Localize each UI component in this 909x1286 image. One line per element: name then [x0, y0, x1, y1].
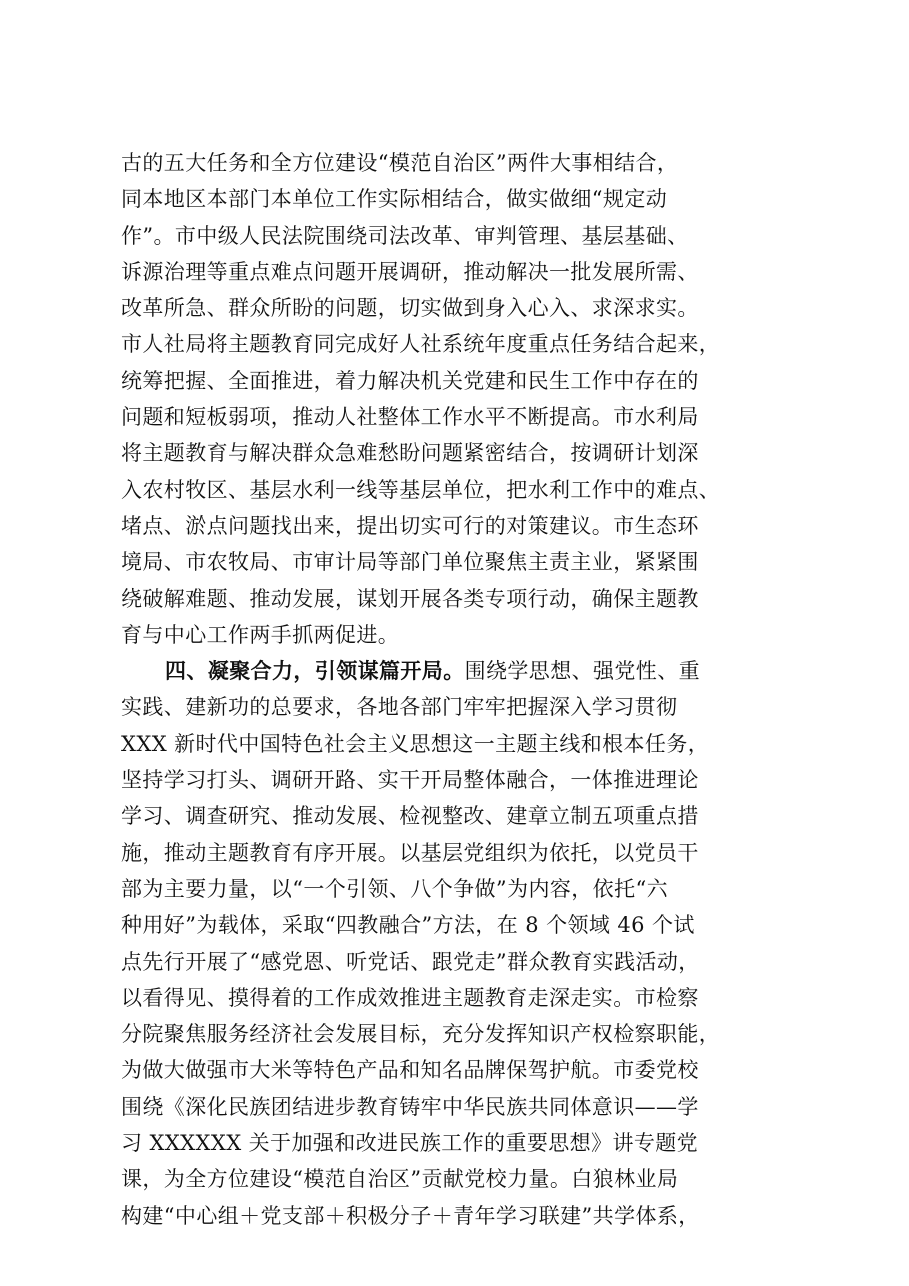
section-line: 坚持学习打头、调研开路、实干开局整体融合，一体推进理论 — [121, 768, 699, 793]
section-line: 实践、建新功的总要求，各地各部门牢牢把握深入学习贯彻 — [121, 695, 678, 720]
paragraph-line: 改革所急、群众所盼的问题，切实做到身入心入、求深求实。 — [121, 296, 699, 321]
paragraph-line: 作”。市中级人民法院围绕司法改革、审判管理、基层基础、 — [121, 223, 689, 248]
section-line: 习 XXXXXX 关于加强和改进民族工作的重要思想》讲专题党 — [121, 1131, 699, 1156]
section-heading: 四、凝聚合力，引领谋篇开局。 — [165, 658, 465, 684]
section-line: 点先行开展了“感党恩、听党话、跟党走”群众教育实践活动， — [121, 949, 700, 974]
paragraph-line: 育与中心工作两手抓两促进。 — [121, 622, 400, 647]
body-text — [121, 145, 811, 1234]
section-line: 施，推动主题教育有序开展。以基层党组织为依托，以党员干 — [121, 840, 699, 865]
section-line: 种用好”为载体，采取“四教融合”方法，在 8 个领域 46 个试 — [121, 913, 695, 938]
paragraph-line: 问题和短板弱项，推动人社整体工作水平不断提高。市水利局 — [121, 405, 699, 430]
paragraph-line: 古的五大任务和全方位建设“模范自治区”两件大事相结合， — [121, 151, 679, 175]
paragraph-line: 境局、市农牧局、市审计局等部门单位聚焦主责主业，紧紧围 — [121, 550, 699, 575]
paragraph-line: 堵点、淤点问题找出来，提出切实可行的对策建议。市生态环 — [121, 513, 699, 538]
section-line: 构建“中心组＋党支部＋积极分子＋青年学习联建”共学体系， — [121, 1203, 700, 1228]
paragraph-line: 市人社局将主题教育同完成好人社系统年度重点任务结合起来， — [121, 332, 721, 357]
section-line: 以看得见、摸得着的工作成效推进主题教育走深走实。市检察 — [121, 985, 699, 1010]
section-line: 围绕《深化民族团结进步教育铸牢中华民族共同体意识——学 — [121, 1094, 699, 1119]
section-first-line-text: 围绕学思想、强党性、重 — [464, 659, 701, 684]
paragraph-line: 同本地区本部门本单位工作实际相结合，做实做细“规定动 — [121, 187, 668, 212]
paragraph-line: 诉源治理等重点难点问题开展调研，推动解决一批发展所需、 — [121, 259, 699, 284]
section-line: 分院聚焦服务经济社会发展目标，充分发挥知识产权检察职能， — [121, 1022, 721, 1047]
paragraph-line: 绕破解难题、推动发展，谋划开展各类专项行动，确保主题教 — [121, 586, 699, 611]
paragraph-line: 统筹把握、全面推进，着力解决机关党建和民生工作中存在的 — [121, 368, 699, 393]
section-line: 部为主要力量，以“一个引领、八个争做”为内容，依托“六 — [121, 876, 669, 901]
section-line: XXX 新时代中国特色社会主义思想这一主题主线和根本任务， — [121, 731, 710, 756]
section-line: 课，为全方位建设“模范自治区”贡献党校力量。白狼林业局 — [121, 1167, 679, 1192]
section-line: 学习、调查研究、推动发展、检视整改、建章立制五项重点措 — [121, 804, 699, 829]
section-first-line — [121, 653, 811, 689]
paragraph-line: 入农村牧区、基层水利一线等基层单位，把水利工作中的难点、 — [121, 477, 721, 502]
section-line: 为做大做强市大米等特色产品和知名品牌保驾护航。市委党校 — [121, 1058, 699, 1083]
paragraph-line: 将主题教育与解决群众急难愁盼问题紧密结合，按调研计划深 — [121, 441, 699, 466]
